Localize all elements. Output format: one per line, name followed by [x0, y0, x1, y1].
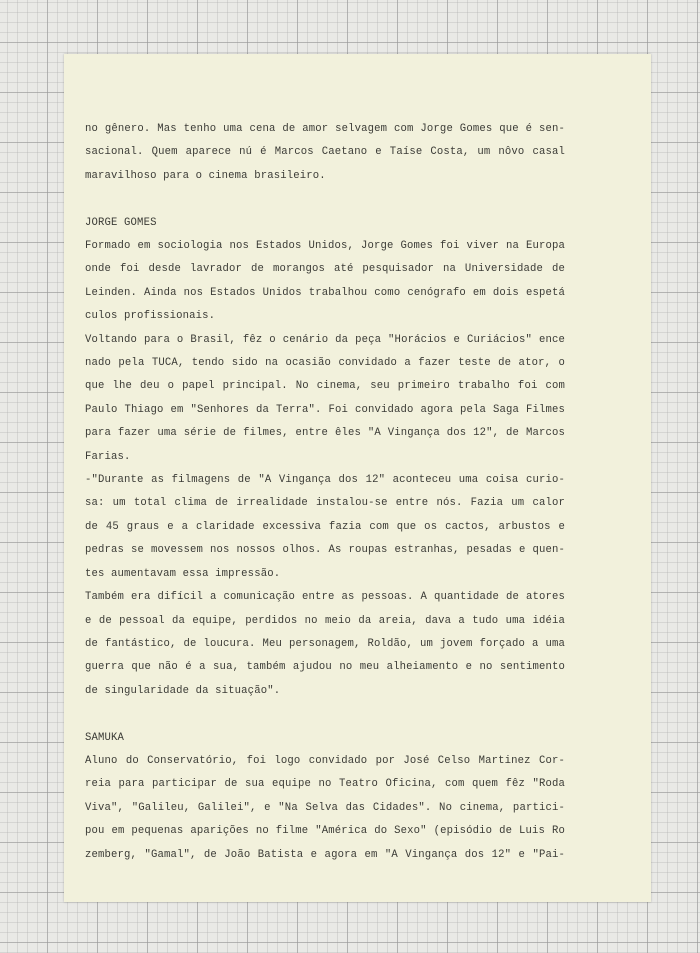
text-line: Viva", "Galileu, Galilei", e "Na Selva das Cidades". No cinema, partici- — [85, 801, 565, 814]
paragraph — [85, 469, 565, 586]
text-line: Voltando para o Brasil, fêz o cenário da peça "Horácios e Curiácios" ence — [85, 333, 565, 346]
text-line: Formado em sociologia nos Estados Unidos, Jorge Gomes foi viver na Europa — [85, 240, 565, 253]
text-line: e de pessoal da equipe, perdidos no meio da areia, dava a tudo uma idéia — [85, 614, 565, 627]
text-line: sacional. Quem aparece nú é Marcos Caetano e Taíse Costa, um nôvo casal — [85, 146, 565, 159]
text-line: pou em pequenas aparições no filme "América do Sexo" (episódio de Luis Ro — [85, 825, 565, 838]
text-line: zemberg, "Gamal", de João Batista e agora em "A Vingança dos 12" e "Pai- — [85, 848, 565, 861]
paragraph — [85, 329, 565, 469]
text-line: sa: um total clima de irrealidade instalou-se entre nós. Fazia um calor — [85, 497, 565, 510]
text-line: culos profissionais. — [85, 310, 216, 323]
text-line: no gênero. Mas tenho uma cena de amor selvagem com Jorge Gomes que é sen- — [85, 123, 565, 135]
text-line: maravilhoso para o cinema brasileiro. — [85, 169, 326, 182]
text-line: Farias. — [85, 450, 131, 463]
document-body — [85, 118, 565, 867]
text-line: de fantástico, de loucura. Meu personagem, Roldão, um jovem forçado a uma — [85, 637, 565, 650]
paragraph — [85, 586, 565, 703]
text-line: pedras se movessem nos nossos olhos. As roupas estranhas, pesadas e quen- — [85, 544, 565, 557]
text-line: onde foi desde lavrador de morangos até pesquisador na Universidade de — [85, 263, 565, 276]
text-line: de 45 graus e a claridade excessiva fazia com que os cactos, arbustos e — [85, 520, 565, 533]
text-line: para fazer uma série de filmes, entre êles "A Vingança dos 12", de Marcos — [85, 427, 565, 440]
text-line: de singularidade da situação". — [85, 684, 281, 697]
text-line: tes aumentavam essa impressão. — [85, 567, 281, 580]
text-line: Aluno do Conservatório, foi logo convidado por José Celso Martinez Cor- — [85, 754, 565, 767]
paragraph — [85, 750, 565, 867]
paragraph — [85, 235, 565, 329]
text-line: guerra que não é a sua, também ajudou no meu alheiamento e no sentimento — [85, 661, 565, 674]
text-line: Paulo Thiago em "Senhores da Terra". Foi convidado agora pela Saga Filmes — [85, 403, 565, 416]
text-line: Leinden. Ainda nos Estados Unidos trabalhou como cenógrafo em dois espetá — [85, 286, 565, 299]
text-line: nado pela TUCA, tendo sido na ocasião convidado a fazer teste de ator, o — [85, 357, 565, 370]
section-heading-jorge-gomes: JORGE GOMES — [85, 216, 157, 229]
section-heading-samuka: SAMUKA — [85, 731, 125, 744]
text-line: reia para participar de sua equipe no Teatro Oficina, com quem fêz "Roda — [85, 778, 565, 791]
text-line: que lhe deu o papel principal. No cinema, seu primeiro trabalho foi com — [85, 380, 565, 393]
paragraph — [85, 118, 565, 188]
text-line: -"Durante as filmagens de "A Vingança dos 12" aconteceu uma coisa curio- — [85, 474, 565, 487]
text-line: Também era difícil a comunicação entre as pessoas. A quantidade de atores — [85, 591, 565, 604]
